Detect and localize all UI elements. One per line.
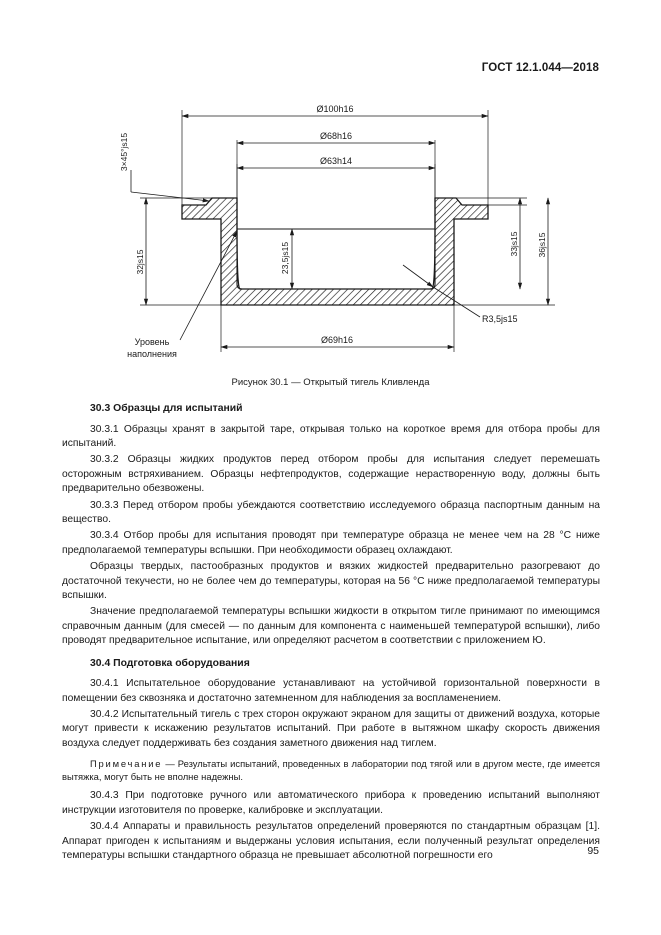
section-heading-30-3: 30.3 Образцы для испытаний [90,403,243,414]
paragraph: 30.4.4 Аппараты и правильность результатов определений проверяются по стандартным образцам [1]. Аппарат пригоден к испытаниям и выдержаны условия испытания, если полученный результат определения температуры вспышки стандартного образца не превышает абсолютной погрешности его [62,821,600,862]
paragraph: 30.3.2 Образцы жидких продуктов перед отбором пробы для испытания следует перемешать осторожным встряхиванием. Образцы нефтепродуктов, содержащие нерастворенную воду, должны быть предварительно обезвожены. [62,454,600,495]
paragraph: 30.4.2 Испытательный тигель с трех сторон окружают экраном для защиты от движений воздуха, которые могут привести к искажению результатов испытаний. При работе в вытяжном шкафу скорость движения воздуха следует поддерживать без создания заметного движения над тиглем. [62,708,600,749]
paragraph: Образцы твердых, пастообразных продуктов и вязких жидкостей предварительно разогревают до достаточной текучести, но не более чем до температуры, которая на 56 °С ниже предполагаемой температуры вспышки. [62,560,600,602]
section-heading-30-4: 30.4 Подготовка оборудования [90,657,250,669]
standard-code: ГОСТ 12.1.044—2018 [481,62,599,74]
dim-label-d63: Ø63h14 [319,156,353,166]
paragraph: 30.3.4 Отбор пробы для испытания проводят при температуре образца не менее чем на 28 °С ниже предполагаемой температуры вспышки. При необходимости образец охлаждают. [62,530,600,556]
dim-label-chamfer: 3×45°js15 [119,132,129,172]
dim-label-d100: Ø100h16 [316,104,354,114]
fill-level-label-line2: наполнения [127,349,177,359]
paragraph: 30.4.3 При подготовке ручного или автоматического прибора к проведению испытаний выполняют инструкции изготовителя по проверке, калибровке и эксплуатации. [62,790,600,816]
paragraph: Значение предполагаемой температуры вспышки жидкости в открытом тигле принимают по имеющимся справочным данным (для смесей — по данным для компонента с наименьшей температурой вспышки), либо проводят предварительное испытание, или определяют расчетом в соответствии с приложением Ю. [62,606,600,647]
figure-caption: Рисунок 30.1 — Открытый тигель Кливленда [231,377,430,388]
body-text [62,402,600,865]
paragraph: 30.3.1 Образцы хранят в закрытой таре, открывая только на короткое время для отбора пробы для испытаний. [62,423,600,450]
dim-label-d69: Ø69h16 [320,335,354,345]
crucible-drawing [0,0,661,400]
note [62,757,600,784]
dim-label-d68: Ø68h16 [319,131,353,141]
note-text: — Результаты испытаний, проведенных в лаборатории под тягой или в другом месте, где имеется вытяжка, могут быть не вполне надежны. [62,757,600,782]
page-number: 95 [587,845,599,857]
paragraph: 30.4.1 Испытательное оборудование устанавливают на устойчивой горизонтальной поверхности в помещении без сквозняка и достаточно затемненном для наблюдения за воспламенением. [62,678,600,704]
note-label: Примечание [90,757,163,769]
fill-level-label-line1: Уровень [134,337,170,347]
dim-label-radius: R3,5js15 [482,314,518,324]
dim-label-h23: 23,5js15 [280,241,290,275]
paragraph: 30.3.3 Перед отбором пробы убеждаются соответствию исследуемого образца паспортным данным на вещество. [62,499,600,526]
dim-label-h32: 32js15 [135,249,145,275]
dim-label-h36: 36js15 [537,232,547,258]
dim-label-h33: 33js15 [509,231,519,257]
